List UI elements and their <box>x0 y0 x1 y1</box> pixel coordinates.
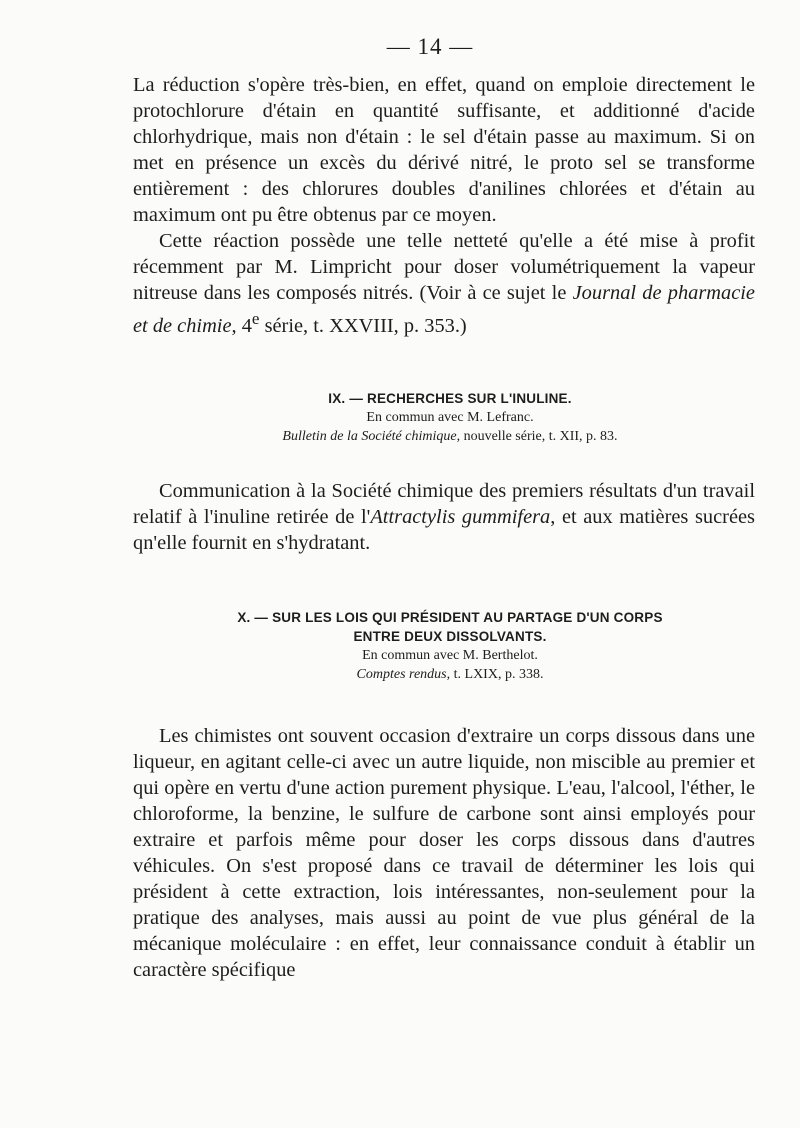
series-number: 4 <box>241 314 252 337</box>
paragraph-partage: Les chimistes ont souvent occasion d'extraire un corps dissous dans une liqueur, en agitant celle-ci avec un autre liquide, non miscible au premier et qui opère en vertu d'une action purement physique. L'eau, l'alcool, l'éther, le chloroforme, la benzine, le sulfure de carbone sont ainsi employés pour extraire et parfois même pour doser les corps dissous dans d'autres véhicules. On s'est proposé dans ce travail de déterminer les lois qui président à cette extraction, lois intéressantes, non-seulement pour la pratique des analyses, mais aussi au point de vue plus général de la mécanique moléculaire : en effet, leur connaissance conduit à établir un caractère spécifique <box>133 725 755 981</box>
text-block-partage <box>133 723 755 983</box>
species-name: Attractylis gummifera <box>370 506 551 528</box>
page-number: — 14 — <box>386 34 474 59</box>
section-x-citation-details: , t. LXIX, p. 338. <box>446 667 544 682</box>
text-block-inuline <box>133 478 755 556</box>
journal-title: Journal de pharmacie et de chimie <box>133 282 755 337</box>
section-x-collaborator: En commun avec M. Berthelot. <box>362 648 538 663</box>
paragraph-limpricht-text: Cette réaction possède une telle netteté qu'elle a été mise à profit récemment par M. Limpricht pour doser volumétriquement la vapeur nitreuse dans les composés nitrés. (Voir à ce sujet le <box>133 230 755 304</box>
section-ix-citation-details: , nouvelle série, t. XII, p. 83. <box>456 429 618 444</box>
section-x-heading <box>150 608 750 685</box>
paragraph-reduction: La réduction s'opère très-bien, en effet, quand on emploie directement le protochlorure d'étain en quantité suffisante, et additionné d'acide chlorhydrique, mais non d'étain : le sel d'étain passe au maximum. Si on met en présence un excès du dérivé nitré, le proto sel se transforme entièrement : des chlorures doubles d'anilines chlorées et d'étain au maximum ont pu être obtenus par ce moyen. <box>133 74 755 226</box>
section-ix-heading <box>150 389 750 447</box>
section-ix-citation-journal: Bulletin de la Société chimique <box>282 429 457 444</box>
section-x-citation-journal: Comptes rendus <box>356 667 447 682</box>
section-x-title-line-2: ENTRE DEUX DISSOLVANTS. <box>353 629 547 644</box>
paragraph-inuline-text: Communication à la Société chimique des premiers résultats d'un travail relatif à l'inuline retirée de l' <box>133 480 755 528</box>
section-ix-collaborator: En commun avec M. Lefranc. <box>366 410 534 425</box>
paragraph-limpricht: Cette réaction possède une telle netteté qu'elle a été mise à profit récemment par M. Limpricht pour doser volumétriquement la vapeur nitreuse dans les composés nitrés. (Voir à ce sujet le Journal de pharmacie et de chimie, 4e série, t. XXVIII, p. 353.) <box>133 230 755 337</box>
section-ix-citation <box>150 427 750 447</box>
section-ix-title: IX. — RECHERCHES SUR L'INULINE. <box>328 391 572 406</box>
section-x-citation <box>150 665 750 685</box>
paragraph-inuline <box>133 478 755 556</box>
text-block-reduction <box>133 72 755 339</box>
section-x-title-line-1: X. — SUR LES LOIS QUI PRÉSIDENT AU PARTAGE D'UN CORPS <box>237 610 663 625</box>
paragraph-limpricht-reference: série, t. XXVIII, p. 353.) <box>259 314 467 337</box>
paragraph-inuline-rest: , et aux matières sucrées qn'elle fournit en s'hydratant. <box>133 506 755 554</box>
series-superscript: e <box>251 309 260 328</box>
